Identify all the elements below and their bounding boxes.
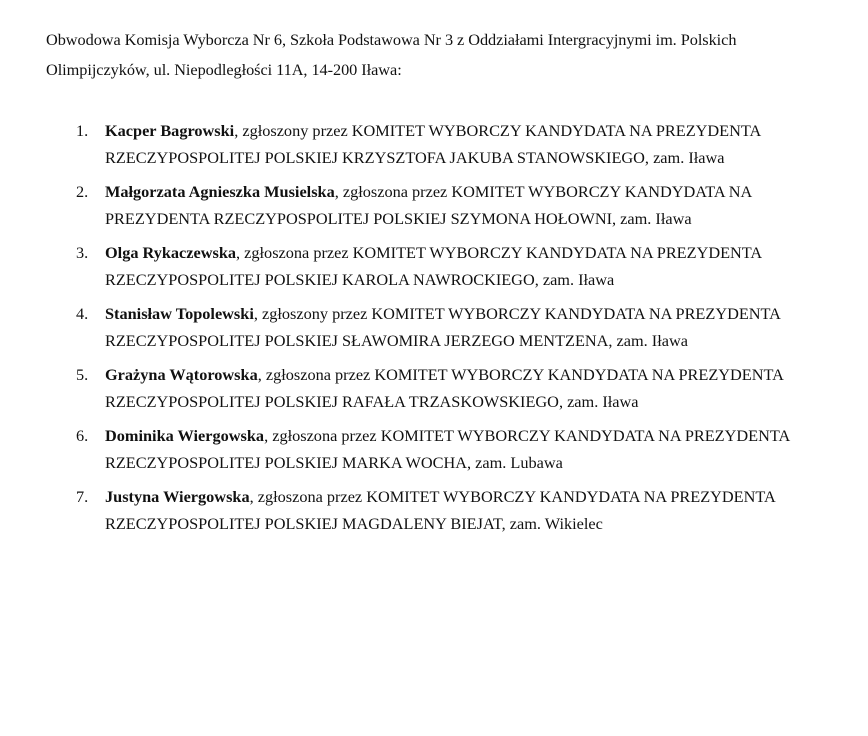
member-name: Stanisław Topolewski: [105, 304, 254, 323]
member-name: Kacper Bagrowski: [105, 121, 235, 140]
member-details: , zgłoszony przez KOMITET WYBORCZY KANDYDATA NA PREZYDENTA RZECZYPOSPOLITEJ POLSKIEJ KRZYSZTOFA JAKUBA STANOWSKIEGO, zam. Iława: [105, 121, 761, 167]
item-number: 2.: [76, 182, 89, 201]
list-item: [0, 301, 868, 354]
member-details: , zgłoszona przez KOMITET WYBORCZY KANDYDATA NA PREZYDENTA RZECZYPOSPOLITEJ POLSKIEJ SZYMONA HOŁOWNI, zam. Iława: [105, 182, 752, 228]
member-details: , zgłoszony przez KOMITET WYBORCZY KANDYDATA NA PREZYDENTA RZECZYPOSPOLITEJ POLSKIEJ SŁAWOMIRA JERZEGO MENTZENA, zam. Iława: [105, 304, 781, 350]
members-list: [0, 118, 868, 545]
member-name: Olga Rykaczewska: [105, 243, 237, 262]
list-item: [0, 118, 868, 171]
item-number: 3.: [76, 243, 89, 262]
item-number: 4.: [76, 304, 89, 323]
list-item: [0, 179, 868, 232]
item-number: 6.: [76, 426, 89, 445]
list-item: [0, 362, 868, 415]
member-name: Justyna Wiergowska: [105, 487, 250, 506]
member-details: , zgłoszona przez KOMITET WYBORCZY KANDYDATA NA PREZYDENTA RZECZYPOSPOLITEJ POLSKIEJ KAROLA NAWROCKIEGO, zam. Iława: [105, 243, 762, 289]
commission-header: Obwodowa Komisja Wyborcza Nr 6, Szkoła Podstawowa Nr 3 z Oddziałami Intergracyjnymi im. Polskich Olimpijczyków, ul. Niepodległości 11A, 14-200 Iława:: [46, 30, 737, 79]
item-number: 7.: [76, 487, 89, 506]
member-details: , zgłoszona przez KOMITET WYBORCZY KANDYDATA NA PREZYDENTA RZECZYPOSPOLITEJ POLSKIEJ RAFAŁA TRZASKOWSKIEGO, zam. Iława: [105, 365, 783, 411]
item-number: 5.: [76, 365, 89, 384]
member-details: , zgłoszona przez KOMITET WYBORCZY KANDYDATA NA PREZYDENTA RZECZYPOSPOLITEJ POLSKIEJ MARKA WOCHA, zam. Lubawa: [105, 426, 790, 472]
item-number: 1.: [76, 121, 89, 140]
member-details: , zgłoszona przez KOMITET WYBORCZY KANDYDATA NA PREZYDENTA RZECZYPOSPOLITEJ POLSKIEJ MAGDALENY BIEJAT, zam. Wikielec: [105, 487, 775, 533]
list-item: [0, 423, 868, 476]
list-item: [0, 240, 868, 293]
member-name: Dominika Wiergowska: [105, 426, 265, 445]
member-name: Grażyna Wątorowska: [105, 365, 258, 384]
list-item: [0, 484, 868, 537]
member-name: Małgorzata Agnieszka Musielska: [105, 182, 335, 201]
